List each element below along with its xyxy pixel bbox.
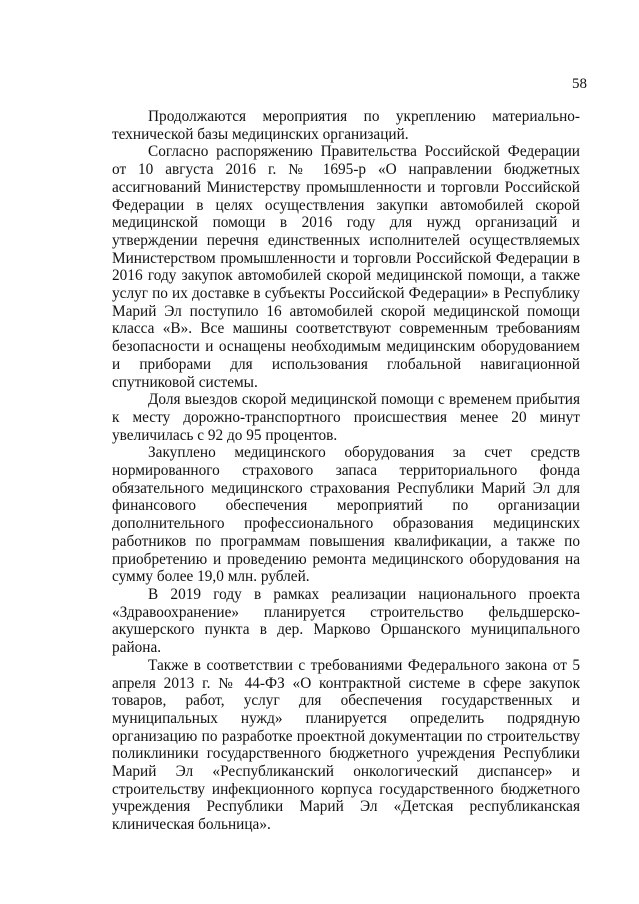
paragraph-equipment-purchase: Закуплено медицинского оборудования за счет средств нормированного страхового запаса территориального фонда обязательного медицинского страхования Республики Марий Эл для финансового обеспечения мероприятий по организации дополнительного профессионального образования медицинских работников по программам повышения квалификации, а также по приобретению и проведению ремонта медицинского оборудования на сумму более 19,0 млн. рублей.: [112, 444, 580, 586]
paragraph-material-base: Продолжаются мероприятия по укреплению материально-технической базы медицинских организаций.: [112, 108, 580, 143]
paragraph-fap-construction: В 2019 году в рамках реализации национального проекта «Здравоохранение» планируется строительство фельдшерско-акушерского пункта в дер. Марково Оршанского муниципального района.: [112, 585, 580, 657]
document-body: [112, 108, 580, 834]
paragraph-design-documentation: Также в соответствии с требованиями Федерального закона от 5 апреля 2013 г. № 44-ФЗ «О контрактной системе в сфере закупок товаров, работ, услуг для обеспечения государственных и муниципальных нужд» планируется определить подрядную организацию по разработке проектной документации по строительству поликлиники государственного бюджетного учреждения Республики Марий Эл «Республиканский онкологический диспансер» и строительству инфекционного корпуса государственного бюджетного учреждения Республики Марий Эл «Детская республиканская клиническая больница».: [112, 656, 580, 834]
paragraph-ambulance-vehicles: Согласно распоряжению Правительства Российской Федерации от 10 августа 2016 г. № 1695-р «О направлении бюджетных ассигнований Министерству промышленности и торговли Российской Федерации в целях осуществления закупки автомобилей скорой медицинской помощи в 2016 году для нужд организаций и утверждении перечня единственных исполнителей осуществляемых Министерством промышленности и торговли Российской Федерации в 2016 году закупок автомобилей скорой медицинской помощи, а также услуг по их доставке в субъекты Российской Федерации» в Республику Марий Эл поступило 16 автомобилей скорой медицинской помощи класса «В». Все машины соответствуют современным требованиям безопасности и оснащены необходимым медицинским оборудованием и приборами для использования глобальной навигационной спутниковой системы.: [112, 143, 580, 391]
paragraph-arrival-time: Доля выездов скорой медицинской помощи с временем прибытия к месту дорожно-транспортного происшествия менее 20 минут увеличилась с 92 до 95 процентов.: [112, 391, 580, 444]
page-number: 58: [572, 76, 587, 92]
